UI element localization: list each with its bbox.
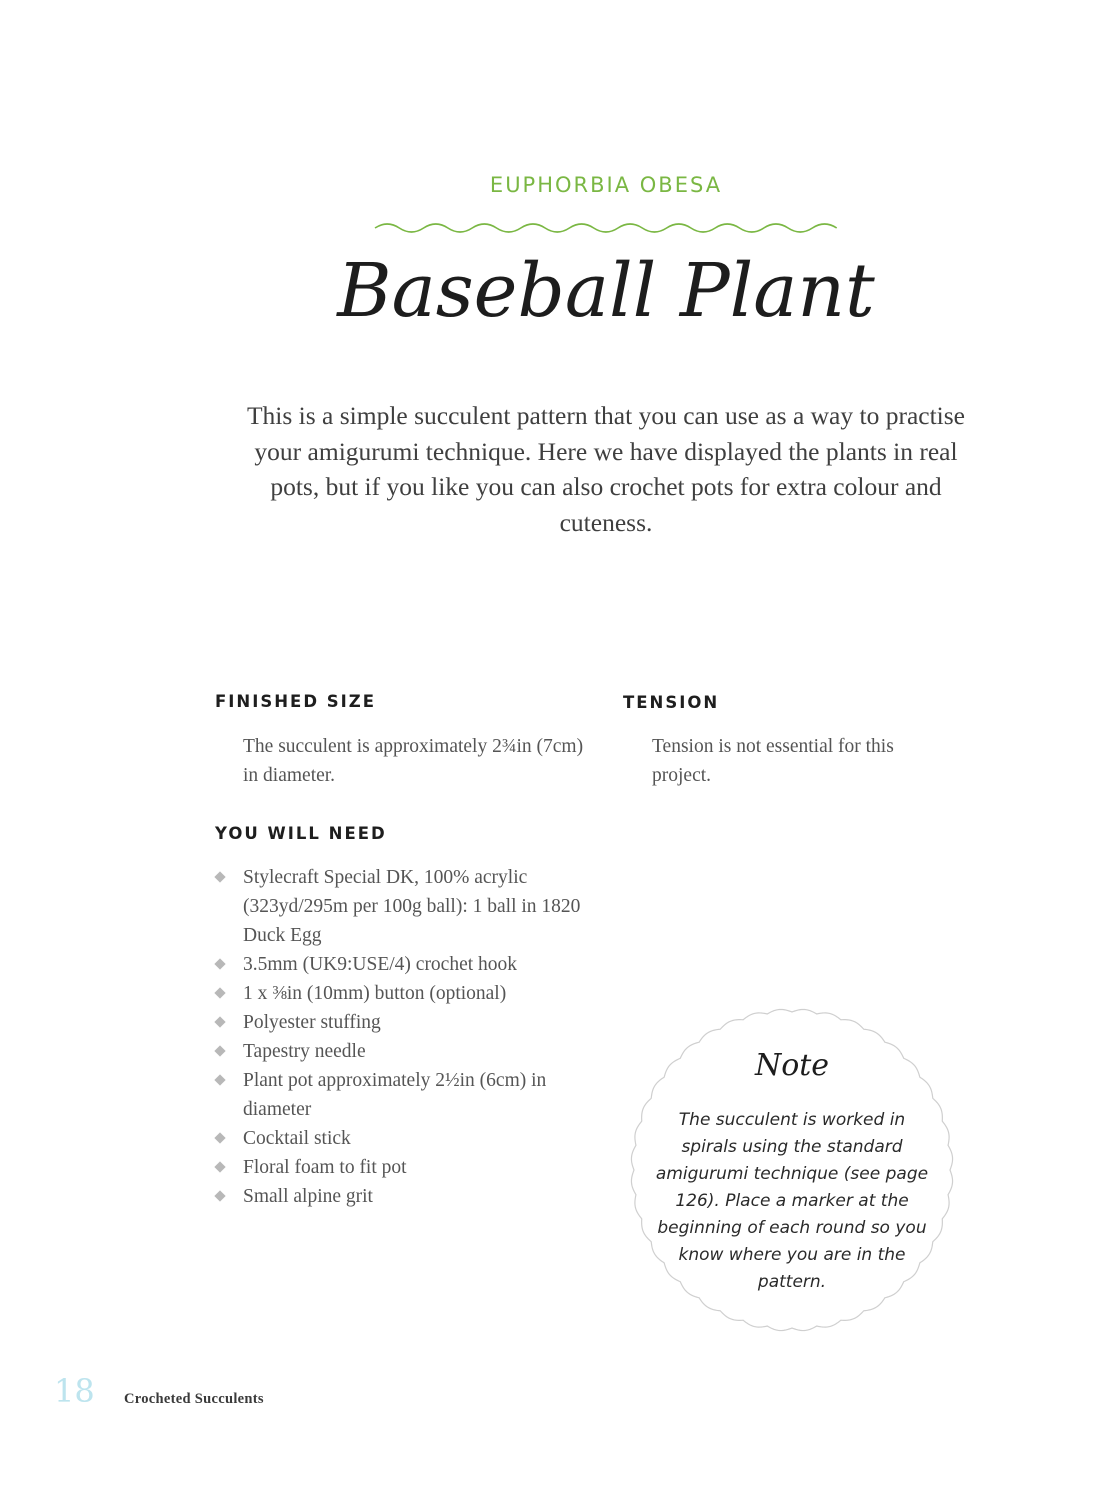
tension-text: Tension is not essential for this project.: [652, 736, 894, 786]
diamond-bullet-icon: [214, 1045, 225, 1056]
list-item: 3.5mm (UK9:USE/4) crochet hook: [213, 950, 613, 979]
list-item: Small alpine grit: [213, 1182, 613, 1211]
finished-size-text: The succulent is approximately 2¾in (7cm) in diameter.: [243, 736, 584, 786]
list-item: 1 x ⅜in (10mm) button (optional): [213, 979, 613, 1008]
materials-list: [213, 863, 613, 1211]
page-title: Baseball Plant: [337, 248, 875, 334]
note-text: The succulent is worked in spirals using the standard amigurumi technique (see page 126). Place a marker at the beginning of each round so you know where you are in the pattern.: [655, 1110, 929, 1292]
diamond-bullet-icon: [214, 1132, 225, 1143]
list-item: Floral foam to fit pot: [213, 1153, 613, 1182]
note-title: Note: [754, 1048, 830, 1083]
list-item: Tapestry needle: [213, 1037, 613, 1066]
diamond-bullet-icon: [214, 987, 225, 998]
diamond-bullet-icon: [214, 1190, 225, 1201]
diamond-bullet-icon: [214, 871, 225, 882]
intro-paragraph: This is a simple succulent pattern that you can use as a way to practise your amigurumi technique. Here we have displayed the plants in real pots, but if you like you can also crochet pots for extra colour and cuteness.: [246, 401, 966, 537]
page-number: 18: [54, 1372, 95, 1410]
wave-divider: [373, 219, 839, 237]
finished-size-heading: FINISHED SIZE: [215, 692, 377, 711]
diamond-bullet-icon: [214, 958, 225, 969]
diamond-bullet-icon: [214, 1161, 225, 1172]
diamond-bullet-icon: [214, 1016, 225, 1027]
list-item: Plant pot approximately 2½in (6cm) in diameter: [213, 1066, 613, 1124]
list-item: Cocktail stick: [213, 1124, 613, 1153]
book-title: Crocheted Succulents: [124, 1391, 264, 1407]
diamond-bullet-icon: [214, 1074, 225, 1085]
list-item: Polyester stuffing: [213, 1008, 613, 1037]
tension-heading: TENSION: [623, 693, 720, 712]
you-will-need-heading: YOU WILL NEED: [215, 824, 387, 843]
list-item: Stylecraft Special DK, 100% acrylic (323yd/295m per 100g ball): 1 ball in 1820 Duck Egg: [213, 863, 613, 950]
species-label: EUPHORBIA OBESA: [489, 173, 723, 197]
